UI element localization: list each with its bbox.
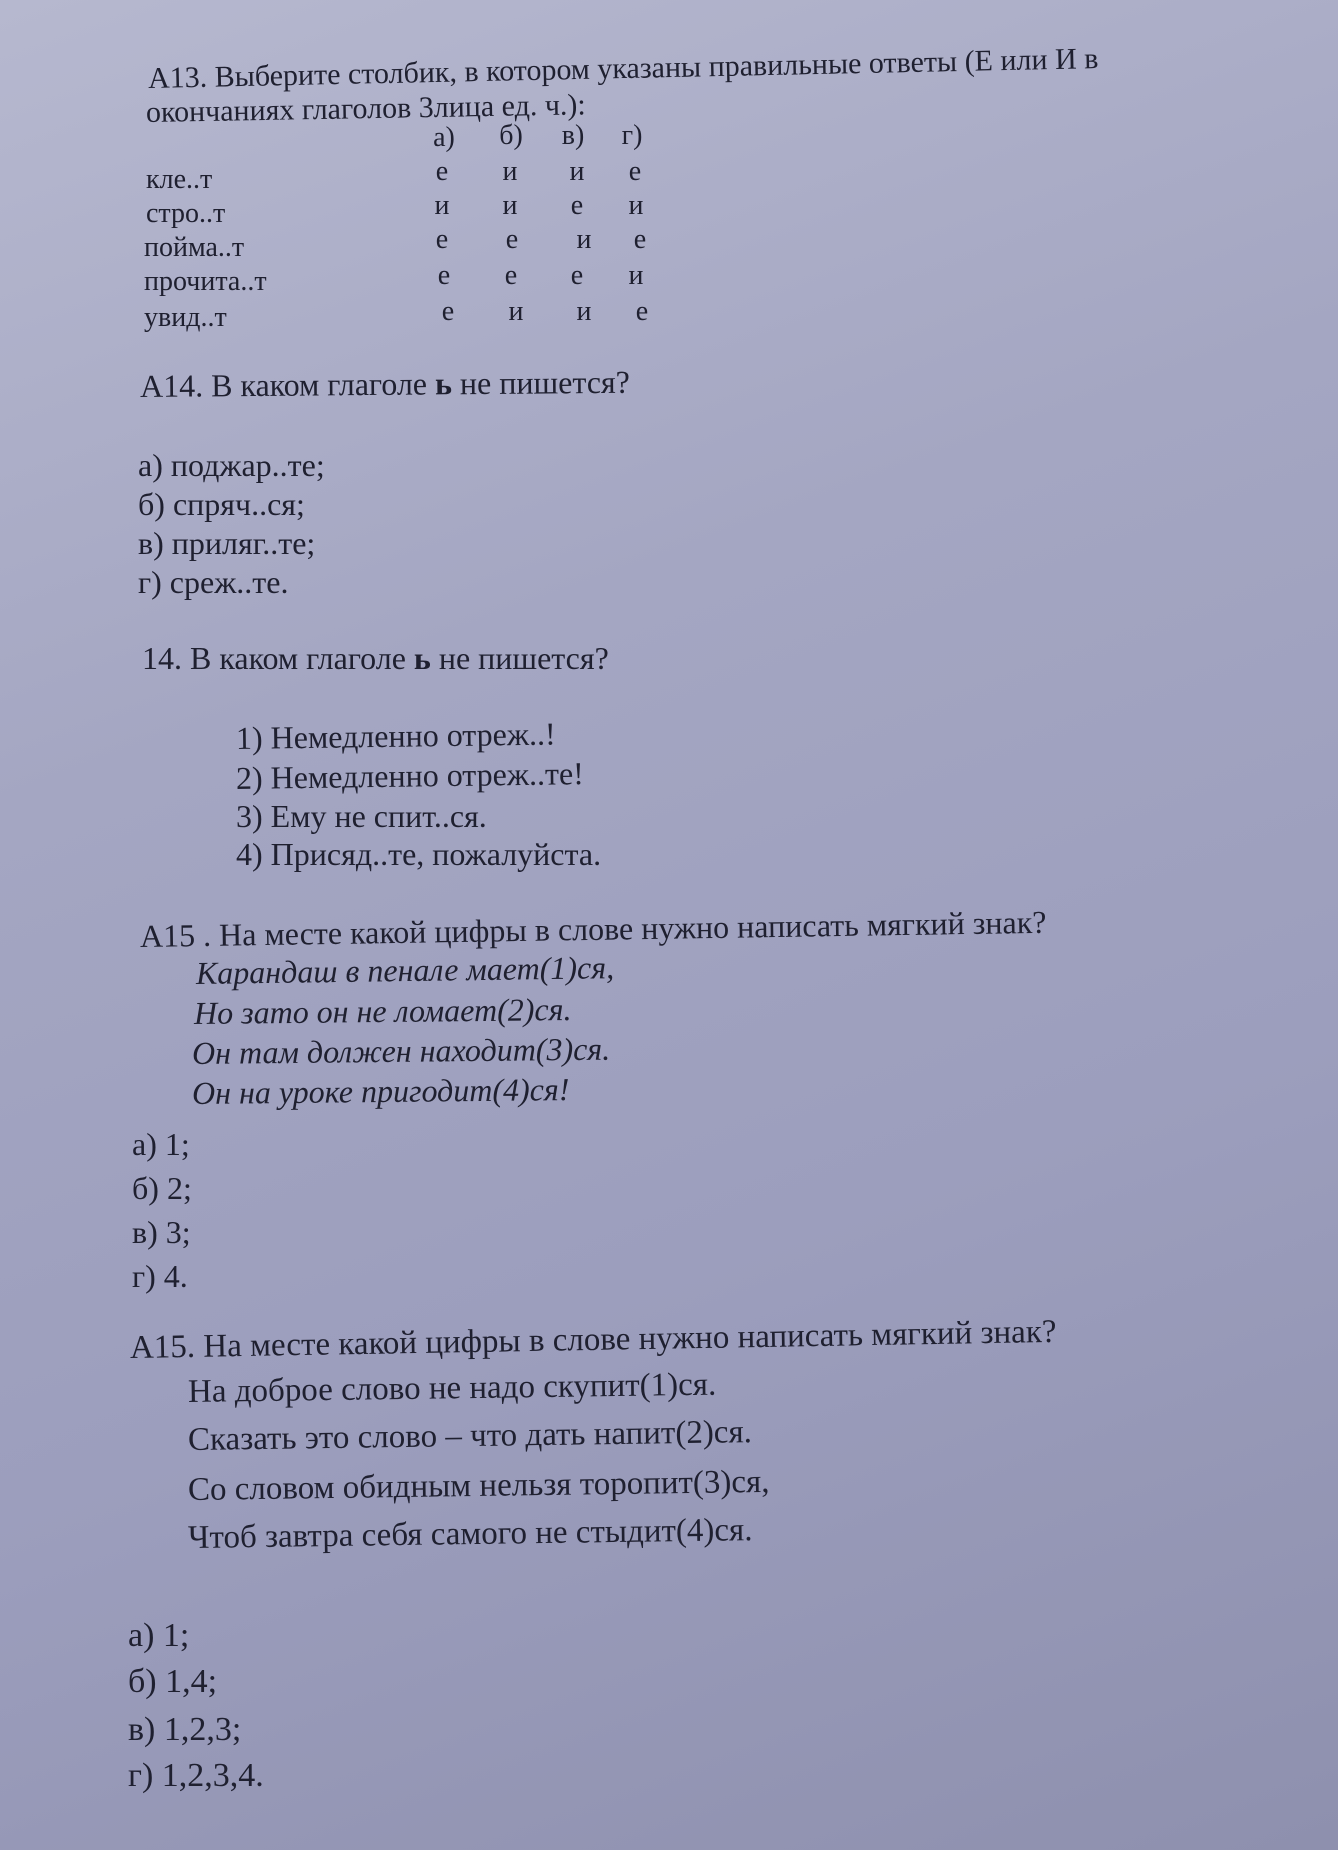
soft-sign: ь <box>434 365 453 402</box>
a13-cell: и <box>508 296 524 327</box>
a14-option: г) среж..те. <box>138 564 289 600</box>
a13-cell: е <box>628 156 642 187</box>
a13-cell: и <box>434 190 450 221</box>
q14-option: 3) Ему не спит..ся. <box>236 798 487 834</box>
a13-cell: е <box>437 260 451 291</box>
a15-first-option: б) 2; <box>132 1170 192 1206</box>
a15-second-option: б) 1,4; <box>128 1663 218 1700</box>
a13-row-word: увид..т <box>144 302 227 333</box>
a15-first-poem-line: Карандаш в пенале мает(1)ся, <box>195 949 615 991</box>
a15-second-option: а) 1; <box>128 1617 190 1654</box>
a13-cell: е <box>505 224 519 255</box>
a14-option: в) приляг..те; <box>138 525 316 561</box>
a13-cell: и <box>569 156 585 187</box>
a13-cell: и <box>628 260 644 291</box>
q14-question: 14. В каком глаголе ь не пишется? <box>142 640 609 676</box>
a13-cell: е <box>435 156 449 187</box>
a15-first-poem-line: Он там должен находит(3)ся. <box>191 1030 611 1071</box>
a13-cell: е <box>570 260 584 291</box>
a13-column-header: в) <box>561 120 585 151</box>
a13-row-word: кле..т <box>146 164 213 195</box>
a13-cell: е <box>441 296 455 327</box>
a13-column-header: а) <box>433 122 455 153</box>
a15-first-poem-line: Он на уроке пригодит(4)ся! <box>191 1071 570 1111</box>
a13-question-line2: окончаниях глаголов 3лица ед. ч.): <box>145 88 586 129</box>
a13-row-word: стро..т <box>146 198 226 229</box>
a13-column-header: б) <box>499 120 523 151</box>
a15-first-option: в) 3; <box>132 1214 191 1250</box>
a15-second-question: А15. На месте какой цифры в слове нужно написать мягкий знак? <box>129 1313 1057 1366</box>
a15-first-question: А15 . На месте какой цифры в слове нужно написать мягкий знак? <box>139 903 1047 954</box>
a15-first-option: г) 4. <box>132 1258 188 1294</box>
a15-first-option: а) 1; <box>132 1126 190 1162</box>
a13-column-header: г) <box>621 120 643 151</box>
a13-row-word: пойма..т <box>144 232 245 263</box>
a15-second-poem-line: Сказать это слово – что дать напит(2)ся. <box>187 1414 753 1458</box>
a13-cell: и <box>628 190 644 221</box>
a15-second-poem-line: Со словом обидным нельзя торопит(3)ся, <box>187 1463 770 1508</box>
a14-question: А14. В каком глаголе ь не пишется? <box>139 363 631 404</box>
a14-option: а) поджар..те; <box>138 447 325 483</box>
a13-cell: е <box>435 224 449 255</box>
a15-second-poem-line: Чтоб завтра себя самого не стыдит(4)ся. <box>187 1512 753 1556</box>
soft-sign: ь <box>413 640 431 676</box>
a13-question-line1: А13. Выберите столбик, в котором указаны правильные ответы (Е или И в <box>147 42 1099 95</box>
a15-first-poem-line: Но зато он не ломает(2)ся. <box>193 991 572 1031</box>
a15-second-poem-line: На доброе слово не надо скупит(1)ся. <box>187 1366 717 1410</box>
q14-option: 2) Немедленно отреж..те! <box>235 755 585 796</box>
a13-cell: е <box>635 296 649 327</box>
q14-option: 1) Немедленно отреж..! <box>235 715 556 756</box>
a13-row-word: прочита..т <box>144 266 267 297</box>
q14-option: 4) Присяд..те, пожалуйста. <box>236 836 602 872</box>
a13-cell: и <box>576 224 592 255</box>
a14-option: б) спряч..ся; <box>138 486 305 522</box>
a13-cell: е <box>633 224 647 255</box>
a13-cell: и <box>502 190 518 221</box>
a13-cell: е <box>570 190 584 221</box>
a13-cell: и <box>576 296 592 327</box>
a13-cell: е <box>504 260 518 291</box>
a15-second-option: г) 1,2,3,4. <box>128 1757 264 1794</box>
a13-cell: и <box>502 156 518 187</box>
a15-second-option: в) 1,2,3; <box>128 1711 242 1748</box>
